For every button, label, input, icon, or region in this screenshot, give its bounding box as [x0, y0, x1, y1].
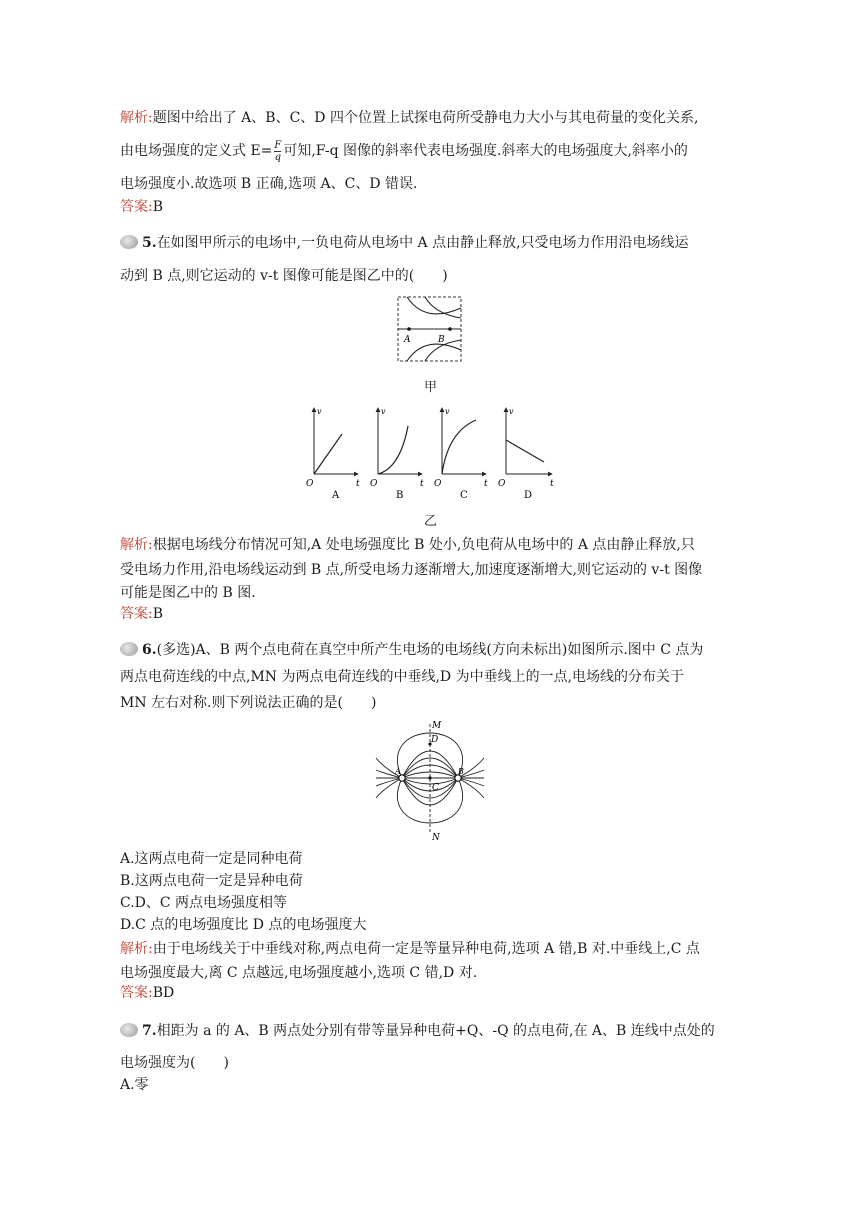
option-b[interactable]: B.这两点电荷一定是异种电荷 — [120, 873, 303, 889]
axis-v-label: v — [381, 407, 386, 416]
fraction-numerator: F — [274, 139, 282, 151]
figure-vt-graphs — [300, 402, 570, 502]
graph-a — [306, 407, 360, 501]
point-c-label: C — [432, 783, 439, 793]
q6-stem-line3: MN 左右对称.则下列说法正确的是( ) — [120, 695, 377, 711]
origin-label: O — [306, 479, 314, 489]
point-d-label: D — [431, 735, 439, 745]
analysis-text: 由于电场线关于中垂线对称,两点电荷一定是等量异种电荷,选项 A 错,B 对.中垂线上,C 点 — [152, 941, 700, 957]
point-m-label: M — [432, 721, 442, 731]
origin-label: O — [370, 479, 378, 489]
point-b-label: B — [458, 767, 464, 776]
answer-label: 答案: — [120, 606, 153, 622]
point-b-label: B — [438, 335, 445, 345]
q5-stem — [120, 228, 740, 258]
q6-analysis-line2: 电场强度最大,离 C 点越远,电场强度越小,选项 C 错,D 对. — [120, 965, 478, 981]
point-a-label: A — [404, 335, 411, 345]
option-label: B — [396, 490, 404, 501]
question-number: 5. — [142, 235, 157, 251]
axis-t-label: t — [484, 479, 488, 489]
analysis-label: 解析: — [120, 537, 153, 553]
fraction-denominator: q — [274, 151, 282, 163]
analysis-text: 可知,F-q 图像的斜率代表电场强度.斜率大的电场强度大,斜率小的 — [283, 143, 688, 159]
option-d[interactable]: D.C 点的电场强度比 D 点的电场强度大 — [120, 917, 367, 933]
graph-d — [498, 407, 554, 501]
q4-analysis-line2 — [120, 136, 740, 166]
answer-value: BD — [152, 985, 175, 1001]
analysis-text: 由电场强度的定义式 E= — [120, 143, 273, 159]
q6-answer — [120, 980, 740, 1006]
q6-stem — [120, 635, 740, 665]
fraction — [274, 140, 281, 163]
answer-value: B — [152, 606, 164, 622]
question-number: 6. — [142, 642, 157, 658]
analysis-text: 根据电场线分布情况可知,A 处电场强度比 B 处小,负电荷从电场中的 A 点由静止释放,只 — [152, 537, 695, 553]
axis-t-label: t — [356, 479, 360, 489]
analysis-label: 解析: — [120, 110, 153, 126]
q5-analysis-line3: 可能是图乙中的 B 图. — [120, 585, 256, 601]
axis-t-label: t — [420, 479, 424, 489]
option-c[interactable]: C.D、C 两点电场强度相等 — [120, 895, 288, 911]
q5-answer — [120, 601, 740, 627]
q6-stem-line2: 两点电荷连线的中点,MN 为两点电荷连线的中垂线,D 为中垂线上的一点,电场线的分布关于 — [120, 669, 685, 685]
question-bullet-icon — [120, 642, 138, 656]
q5-analysis-line2: 受电场力作用,沿电场线运动到 B 点,所受电场力逐渐增大,加速度逐渐增大,则它运动的 v-t 图像 — [120, 562, 703, 578]
q5-stem-line2: 动到 B 点,则它运动的 v-t 图像可能是图乙中的( ) — [120, 268, 448, 284]
q4-answer — [120, 194, 740, 220]
analysis-text: 题图中给出了 A、B、C、D 四个位置上试探电荷所受静电力大小与其电荷量的变化关系, — [152, 110, 699, 126]
option-label: C — [460, 490, 468, 501]
axis-t-label: t — [550, 479, 554, 489]
point-n-label: N — [432, 833, 440, 842]
option-label: D — [524, 490, 533, 501]
q4-analysis — [120, 103, 740, 133]
question-text: 相距为 a 的 A、B 两点处分别有带等量异种电荷+Q、-Q 的点电荷,在 A、B 连线中点处的 — [156, 1023, 715, 1039]
answer-value: B — [152, 199, 164, 215]
q7-stem-line2: 电场强度为( ) — [120, 1055, 229, 1071]
point-a-label: A — [395, 767, 401, 776]
axis-v-label: v — [445, 407, 450, 416]
answer-label: 答案: — [120, 985, 153, 1001]
option-label: A — [332, 490, 340, 501]
answer-label: 答案: — [120, 199, 153, 215]
question-text: 在如图甲所示的电场中,一负电荷从电场中 A 点由静止释放,只受电场力作用沿电场线运 — [156, 235, 689, 251]
analysis-label: 解析: — [120, 941, 153, 957]
figure-field-jia — [395, 294, 465, 366]
graph-b — [370, 407, 424, 501]
origin-label: O — [434, 479, 442, 489]
question-bullet-icon — [120, 1023, 138, 1037]
option-a[interactable]: A.这两点电荷一定是同种电荷 — [120, 851, 303, 867]
q4-analysis-line3: 电场强度小.故选项 B 正确,选项 A、C、D 错误. — [120, 176, 418, 192]
axis-v-label: v — [317, 407, 322, 416]
figure-dipole-field — [374, 718, 486, 842]
figure-caption: 甲 — [424, 380, 438, 395]
figure-caption: 乙 — [424, 514, 438, 529]
axis-v-label: v — [509, 407, 514, 416]
option-a[interactable]: A.零 — [120, 1077, 149, 1093]
origin-label: O — [498, 479, 506, 489]
question-number: 7. — [142, 1023, 157, 1039]
question-text: (多选)A、B 两个点电荷在真空中所产生电场的电场线(方向未标出)如图所示.图中 C 点为 — [156, 642, 704, 658]
q7-stem — [120, 1016, 740, 1046]
question-bullet-icon — [120, 235, 138, 249]
graph-c — [434, 407, 488, 501]
